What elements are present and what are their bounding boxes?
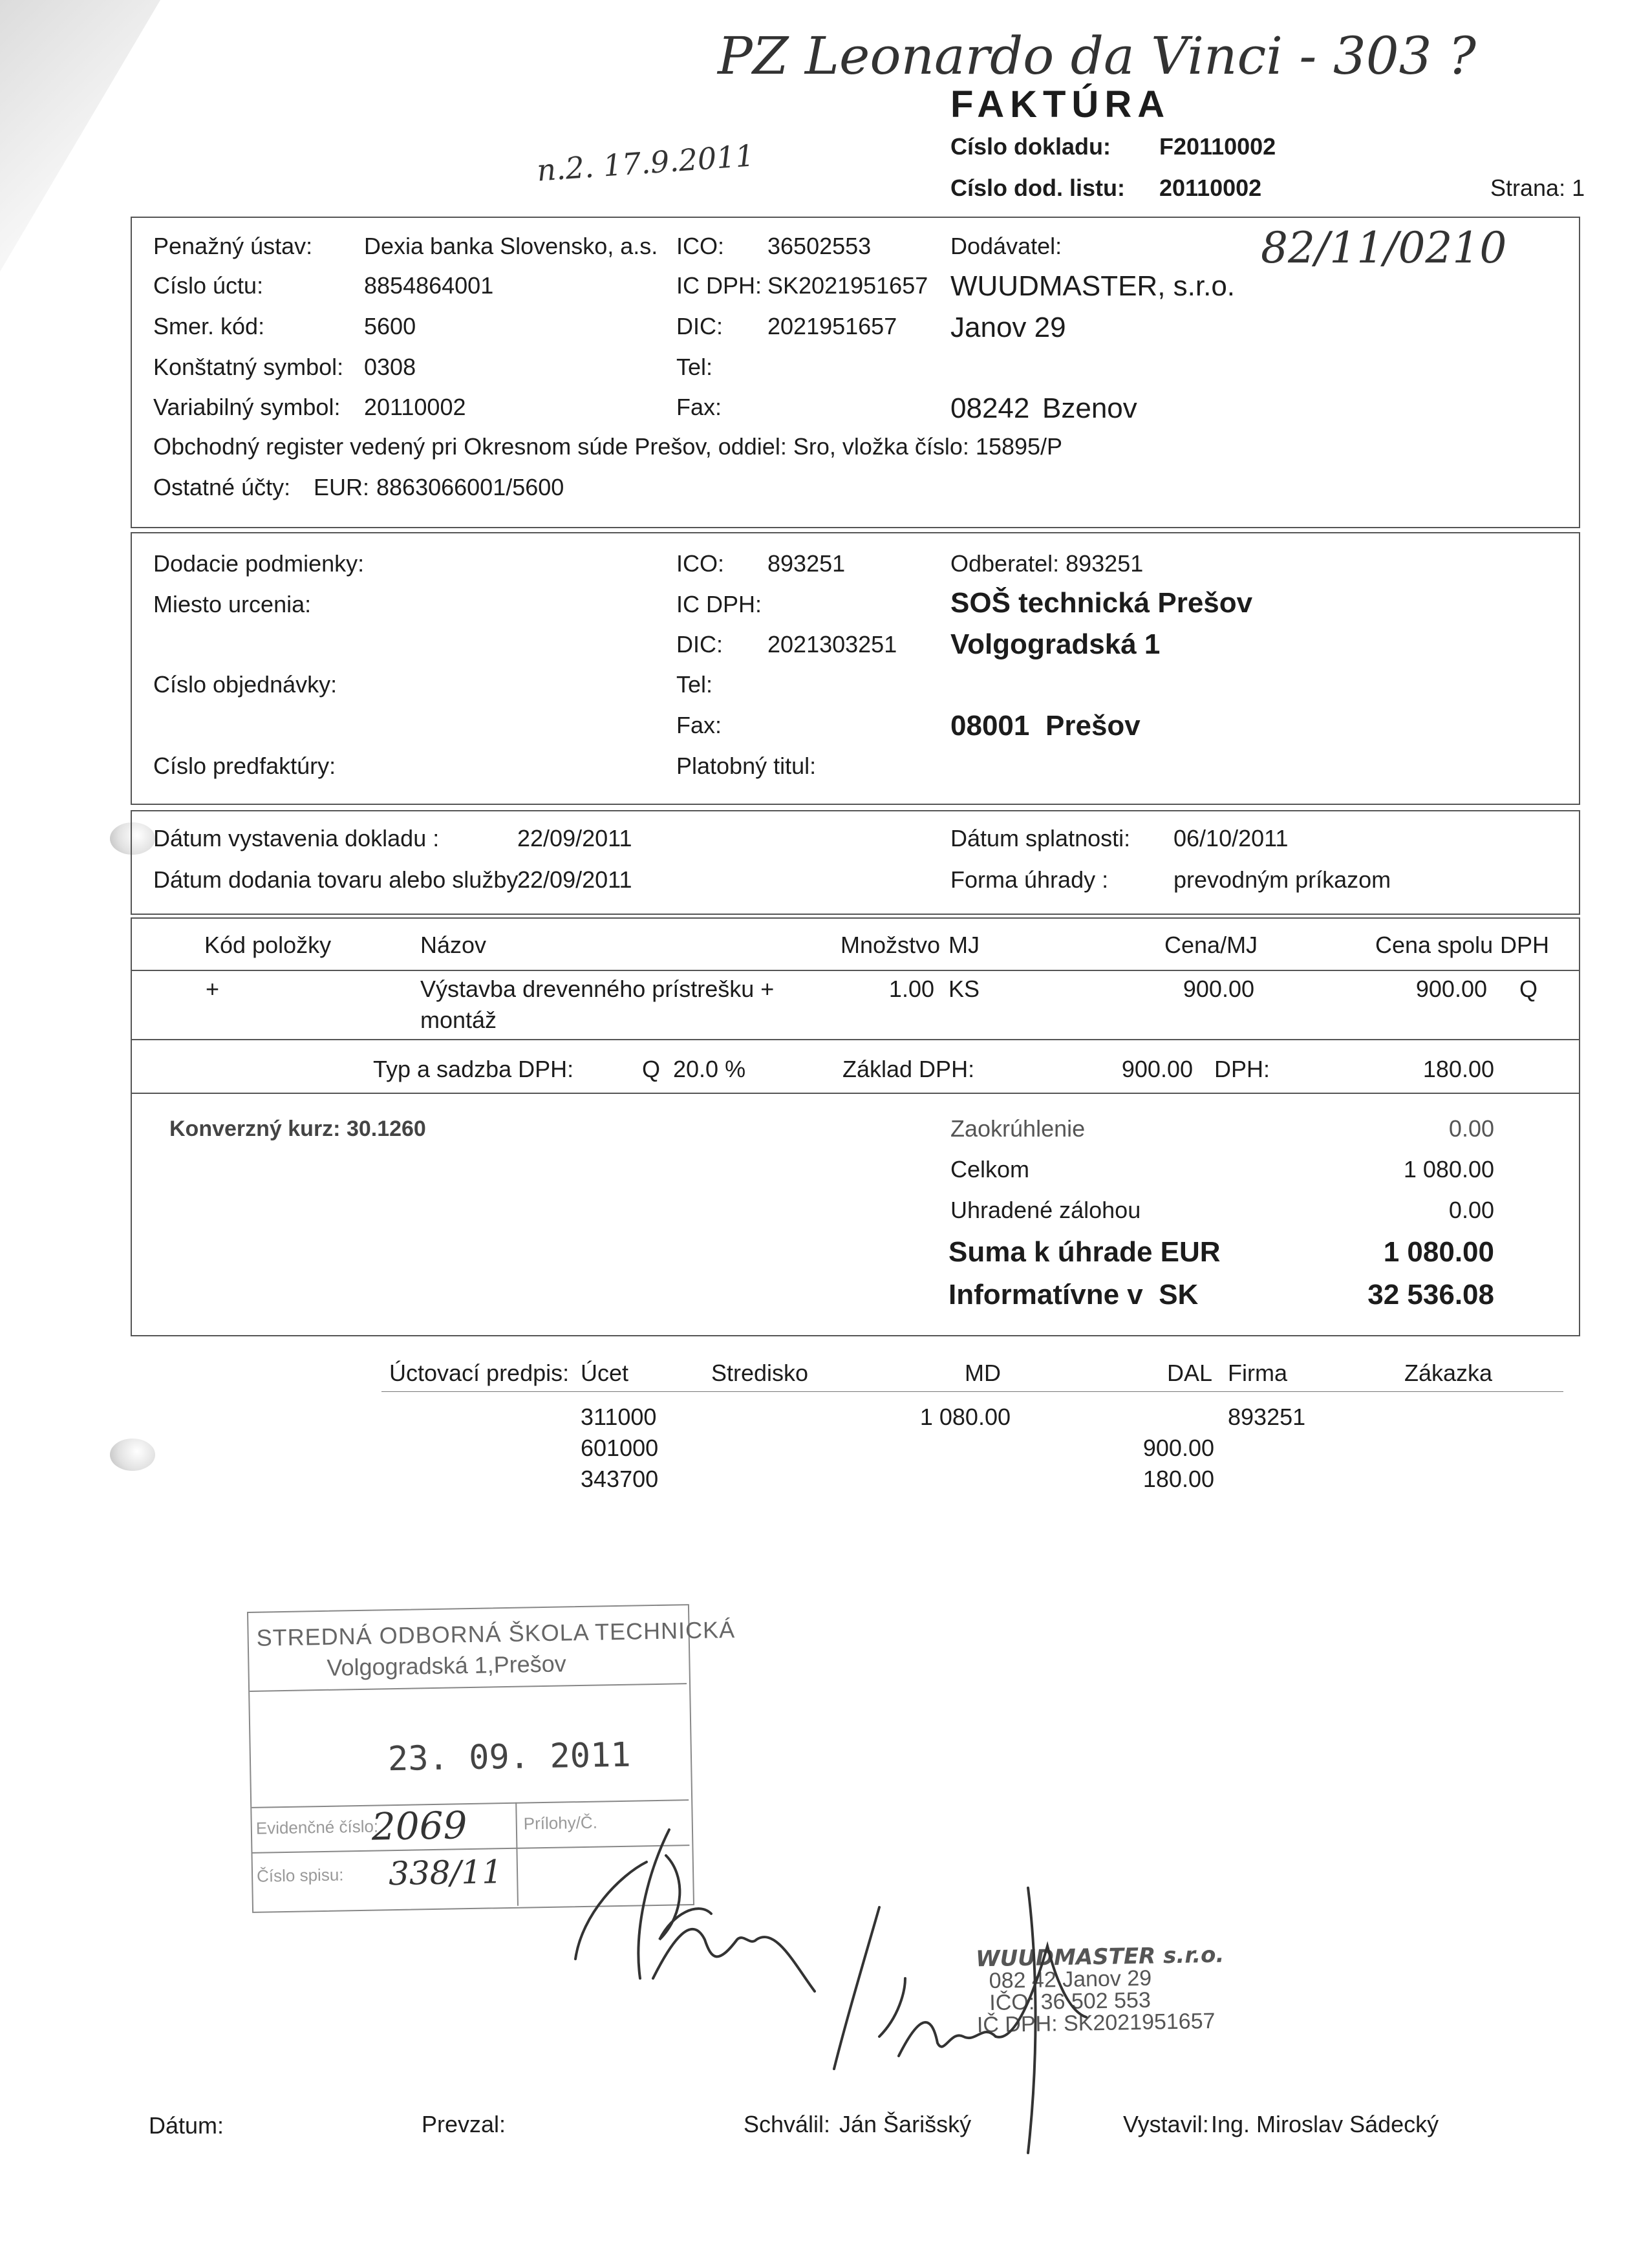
company-stamp (976, 1944, 1226, 2037)
customer-icdph-label: IC DPH: (676, 591, 762, 617)
accounting-header-rule (381, 1391, 1563, 1392)
school-stamp-divider (515, 1803, 519, 1906)
other-accounts-currency: EUR: (314, 474, 370, 500)
footer-approved-name: Ján Šarišský (839, 2111, 972, 2137)
amount-sk-label: Informatívne v SK (948, 1279, 1199, 1311)
col-header-total: Cena spolu (1375, 932, 1494, 958)
account-value: 8854864001 (364, 272, 494, 299)
handwritten-top-note: PZ Leonardo da Vinci - 303 ? (718, 26, 1476, 86)
school-stamp-rule2 (252, 1799, 689, 1808)
supply-date: 22/09/2011 (517, 866, 632, 893)
customer-zip: 08001 (950, 710, 1030, 742)
customer-dic-label: DIC: (676, 631, 723, 658)
doc-number: F20110002 (1159, 133, 1276, 160)
item-name-line2: montáž (420, 1007, 497, 1033)
company-stamp-line2: 082 42 Janov 29 (989, 1965, 1152, 1994)
advance-label: Uhradené zálohou (950, 1197, 1141, 1223)
customer-tel-label: Tel: (676, 671, 713, 698)
delivery-terms-label: Dodacie podmienky: (153, 550, 365, 577)
supplier-zip: 08242 (950, 392, 1030, 424)
bank-code-label: Smer. kód: (153, 313, 265, 339)
col-header-unit: MJ (948, 932, 980, 958)
item-code: + (206, 976, 220, 1002)
rounding-value: 0.00 (1448, 1115, 1494, 1142)
item-unit-price: 900.00 (1183, 976, 1254, 1002)
vat-summary-rule (131, 1093, 1579, 1094)
footer-received-label: Prevzal: (422, 2111, 506, 2137)
accounting-row1-account: 311000 (581, 1404, 657, 1430)
handwritten-ref-note: 82/11/0210 (1261, 223, 1507, 273)
evidence-number-label: Evidenčné číslo: (255, 1816, 379, 1838)
supplier-street: Janov 29 (950, 312, 1066, 343)
document-title: FAKTÚRA (950, 83, 1171, 125)
customer-ico-label: ICO: (676, 550, 725, 577)
vat-base-value: 900.00 (1121, 1056, 1193, 1082)
amount-due-value: 1 080.00 (1383, 1236, 1494, 1268)
supplier-icdph-label: IC DPH: (676, 272, 762, 299)
supplier-name: WUUDMASTER, s.r.o. (950, 270, 1236, 302)
col-header-qty: Množstvo (841, 932, 941, 958)
company-stamp-line4: IČ DPH: SK2021951657 (976, 2008, 1216, 2038)
payment-title-label: Platobný titul: (676, 753, 817, 779)
due-date: 06/10/2011 (1173, 825, 1289, 851)
supplier-ico: 36502553 (767, 233, 872, 259)
amount-due-label: Suma k úhrade EUR (948, 1236, 1221, 1268)
item-vat-code: Q (1519, 976, 1538, 1002)
issue-date: 22/09/2011 (517, 825, 632, 851)
customer-fax-label: Fax: (676, 712, 722, 738)
items-header-rule (131, 970, 1579, 971)
payment-method-label: Forma úhrady : (950, 866, 1109, 893)
school-stamp-rule1 (250, 1683, 687, 1692)
issue-date-label: Dátum vystavenia dokladu : (153, 825, 440, 851)
company-stamp-line3: IČO: 36 502 553 (989, 1987, 1152, 2015)
other-accounts-label: Ostatné účty: (153, 474, 291, 500)
item-unit: KS (948, 976, 980, 1002)
accounting-col-center: Stredisko (711, 1360, 809, 1386)
customer-name: SOŠ technická Prešov (950, 587, 1253, 619)
customer-dic: 2021303251 (767, 631, 897, 658)
school-stamp-line2: Volgogradská 1,Prešov (327, 1650, 567, 1681)
other-accounts-number: 8863066001/5600 (376, 474, 564, 500)
accounting-label: Úctovací predpis: (389, 1360, 570, 1386)
footer-issued-name: Ing. Miroslav Sádecký (1211, 2111, 1439, 2137)
accounting-row1-md: 1 080.00 (919, 1404, 1011, 1430)
doc-number-label: Císlo dokladu: (950, 133, 1111, 160)
customer-ico: 893251 (767, 550, 846, 577)
supplier-city: Bzenov (1042, 392, 1137, 424)
supplier-label: Dodávatel: (950, 233, 1062, 259)
footer-approved-label: Schválil: (744, 2111, 831, 2137)
variable-symbol-value: 20110002 (364, 394, 466, 420)
supplier-icdph: SK2021951657 (767, 272, 928, 299)
order-number-label: Císlo objednávky: (153, 671, 338, 698)
customer-label: Odberatel: 893251 (950, 550, 1144, 577)
items-body-rule (131, 1039, 1579, 1040)
item-qty: 1.00 (888, 976, 934, 1002)
vat-base-label: Základ DPH: (842, 1056, 975, 1082)
supplier-fax-label: Fax: (676, 394, 722, 420)
supply-date-label: Dátum dodania tovaru alebo služby : (153, 866, 531, 893)
accounting-row3-account: 343700 (581, 1466, 659, 1492)
customer-city: Prešov (1045, 710, 1141, 742)
accounting-row2-account: 601000 (581, 1435, 659, 1461)
file-number: 338/11 (388, 1853, 503, 1893)
col-header-vat: DPH (1500, 932, 1550, 958)
rounding-label: Zaokrúhlenie (950, 1115, 1086, 1142)
delivery-number-label: Císlo dod. listu: (950, 175, 1125, 201)
accounting-col-md: MD (965, 1360, 1001, 1386)
col-header-unit-price: Cena/MJ (1164, 932, 1258, 958)
col-header-name: Názov (420, 932, 487, 958)
evidence-number: 2069 (371, 1803, 468, 1849)
page-number: Strana: 1 (1490, 175, 1585, 201)
variable-symbol-label: Variabilný symbol: (153, 394, 341, 420)
supplier-dic-label: DIC: (676, 313, 723, 339)
total-label: Celkom (950, 1156, 1030, 1182)
bank-value: Dexia banka Slovensko, a.s. (364, 233, 658, 259)
customer-street: Volgogradská 1 (950, 628, 1161, 660)
accounting-row2-dal: 900.00 (1142, 1435, 1214, 1461)
exchange-rate-note: Konverzný kurz: 30.1260 (169, 1117, 426, 1141)
vat-amount-label: DPH: (1214, 1056, 1270, 1082)
punch-hole-bottom (110, 1439, 155, 1471)
vat-amount-value: 180.00 (1422, 1056, 1494, 1082)
school-stamp-line1: STREDNÁ ODBORNÁ ŠKOLA TECHNICKÁ (256, 1616, 736, 1651)
delivery-number: 20110002 (1159, 175, 1262, 201)
supplier-ico-label: ICO: (676, 233, 725, 259)
school-stamp-date: 23. 09. 2011 (387, 1735, 632, 1779)
accounting-col-account: Úcet (581, 1360, 629, 1386)
footer-issued-label: Vystavil: (1123, 2111, 1209, 2137)
school-stamp-rule3 (252, 1845, 689, 1854)
business-register-note: Obchodný register vedený pri Okresnom súde Prešov, oddiel: Sro, vložka číslo: 15895/P (153, 433, 1063, 460)
accounting-col-order: Zákazka (1404, 1360, 1493, 1386)
payment-method: prevodným príkazom (1173, 866, 1391, 893)
constant-symbol-value: 0308 (364, 354, 416, 380)
account-label: Císlo úctu: (153, 272, 264, 299)
accounting-row1-firm: 893251 (1228, 1404, 1306, 1430)
footer-date-label: Dátum: (149, 2112, 224, 2139)
col-header-code: Kód položky (204, 932, 332, 958)
proforma-number-label: Císlo predfaktúry: (153, 753, 336, 779)
advance-value: 0.00 (1448, 1197, 1494, 1223)
accounting-col-dal: DAL (1166, 1360, 1212, 1386)
accounting-col-firm: Firma (1228, 1360, 1287, 1386)
item-name-line1: Výstavba drevenného prístrešku + (420, 976, 775, 1002)
vat-type-label: Typ a sadzba DPH: (373, 1056, 574, 1082)
item-total: 900.00 (1415, 976, 1487, 1002)
school-receipt-stamp (247, 1604, 736, 1913)
handwritten-date-note: n.2. 17.9.2011 (535, 138, 756, 188)
company-stamp-line1: WUUDMASTER s.r.o. (975, 1942, 1225, 1973)
total-value: 1 080.00 (1403, 1156, 1494, 1182)
constant-symbol-label: Konštatný symbol: (153, 354, 344, 380)
vat-type-value: Q 20.0 % (642, 1056, 746, 1082)
supplier-dic: 2021951657 (767, 313, 897, 339)
due-date-label: Dátum splatnosti: (950, 825, 1131, 851)
bank-code-value: 5600 (364, 313, 416, 339)
accounting-row3-dal: 180.00 (1142, 1466, 1214, 1492)
destination-label: Miesto urcenia: (153, 591, 312, 617)
bank-label: Penažný ústav: (153, 233, 313, 259)
attachments-label: Prílohy/Č. (523, 1812, 598, 1834)
supplier-tel-label: Tel: (676, 354, 713, 380)
amount-sk-value: 32 536.08 (1367, 1279, 1494, 1311)
file-number-label: Číslo spisu: (256, 1865, 344, 1886)
